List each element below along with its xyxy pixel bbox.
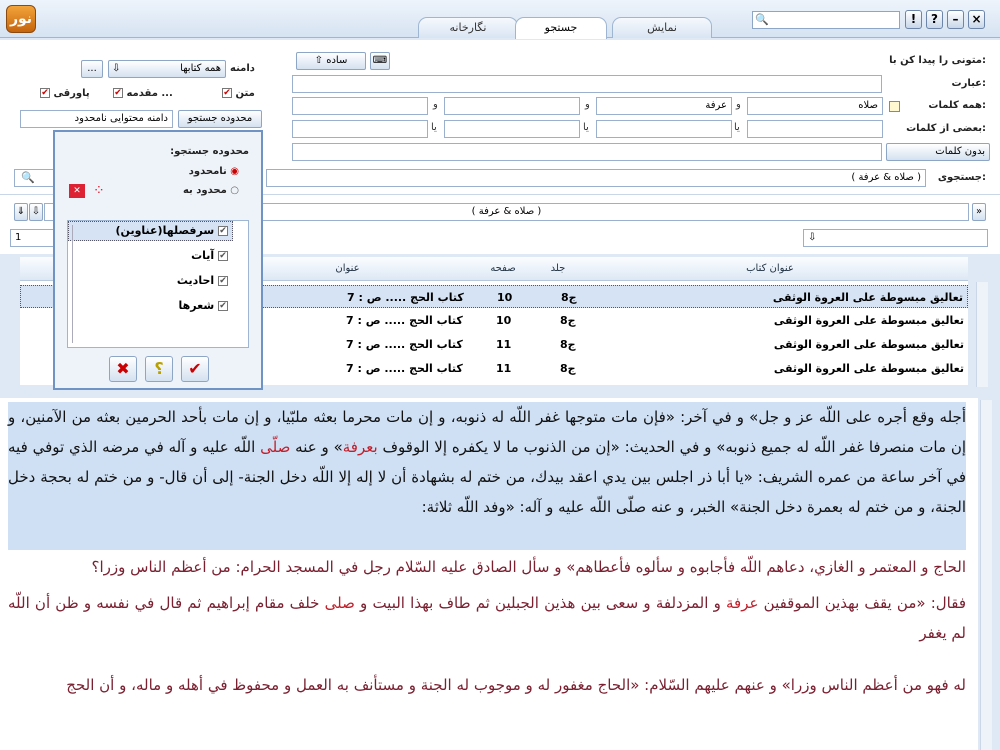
exclude-input[interactable] xyxy=(292,143,882,161)
row-page: 10 xyxy=(496,314,512,327)
cancel-button[interactable]: ✖ xyxy=(109,356,137,382)
find-label: متونی را پيدا کن با: xyxy=(889,55,986,66)
keyboard-icon[interactable]: ⌨ xyxy=(370,52,390,70)
row-volume: ج8 xyxy=(560,362,576,375)
nav-next-icon[interactable]: » xyxy=(972,203,986,221)
all-words-input-2[interactable]: عرفة xyxy=(596,97,732,115)
all-words-label: همه کلمات: xyxy=(928,100,986,111)
text-viewer xyxy=(0,398,978,750)
page-number-input[interactable]: 1 xyxy=(10,229,54,247)
connector-and-3: و xyxy=(433,99,438,110)
paragraph: له فهو من أعظم الناس وزرا» و عنهم عليهم السّلام: «الحاج مغفور له و موجوب له الجنة و مستأنف به العمل و محفوظ في أهله و ماله، و أن الحج xyxy=(66,676,966,694)
search-scope-button[interactable]: محدوده جستجو xyxy=(178,110,262,128)
list-item[interactable]: ✔ آيات xyxy=(191,249,227,262)
row-title: تعاليق مبسوطة على العروة الوثقى xyxy=(773,338,964,351)
option-text[interactable]: ✔ متن xyxy=(223,88,255,99)
domain-more-button[interactable]: ... xyxy=(81,60,103,78)
all-words-input-4[interactable] xyxy=(292,97,428,115)
app-logo: نور xyxy=(6,5,36,33)
some-words-input-1[interactable] xyxy=(747,120,883,138)
list-item[interactable]: ✔ شعرها xyxy=(178,299,227,312)
deselect-all-icon[interactable]: ✕ xyxy=(69,184,85,198)
some-words-input-4[interactable] xyxy=(292,120,428,138)
close-button[interactable]: × xyxy=(968,10,985,29)
quick-search-input[interactable] xyxy=(752,11,900,29)
connector-and-1: و xyxy=(736,99,741,110)
keyword-highlight: بعرفة xyxy=(342,438,378,456)
option-intro[interactable]: ✔ مقدمه ... xyxy=(114,88,173,99)
mode-dropdown[interactable]: ⇧ ساده xyxy=(296,52,366,70)
header-page[interactable]: صفحه xyxy=(490,263,516,274)
checkbox-icon: ✔ xyxy=(219,301,227,311)
radio-limited[interactable]: ○ محدود به xyxy=(182,185,239,196)
header-volume[interactable]: جلد xyxy=(550,263,566,274)
row-page: 11 xyxy=(496,362,512,375)
info-button[interactable]: ! xyxy=(905,10,922,29)
row-volume: ج8 xyxy=(561,291,577,304)
row-title: تعاليق مبسوطة على العروة الوثقى xyxy=(773,362,964,375)
domain-label: دامنه xyxy=(230,63,255,74)
nav-first-icon[interactable]: ⇓ xyxy=(14,203,28,221)
row-section: كتاب الحج ..... ص : 7 xyxy=(346,338,463,351)
radio-selected-icon: ◉ xyxy=(230,166,239,177)
phrase-input[interactable] xyxy=(292,75,882,93)
all-words-input-3[interactable] xyxy=(444,97,580,115)
row-title: تعاليق مبسوطة على العروة الوثقى xyxy=(772,291,963,304)
scope-item-list xyxy=(67,220,249,348)
row-section: كتاب الحج ..... ص : 7 xyxy=(346,314,463,327)
connector-or-3: يا xyxy=(431,122,437,133)
checkbox-icon: ✔ xyxy=(223,88,231,98)
checkbox-icon: ✔ xyxy=(219,226,227,236)
row-section: كتاب الحج ..... ص : 7 xyxy=(346,362,463,375)
minimize-button[interactable]: – xyxy=(947,10,964,29)
row-page: 11 xyxy=(496,338,512,351)
domain-dropdown[interactable]: همه کتابها ⇩ xyxy=(108,60,226,78)
checkbox-icon: ✔ xyxy=(41,88,49,98)
some-words-label: بعضی از کلمات: xyxy=(906,123,986,134)
checkbox-icon: ✔ xyxy=(114,88,122,98)
search-icon: 🔍 xyxy=(755,13,769,26)
list-scrollbar[interactable] xyxy=(72,225,82,343)
row-section: كتاب الحج ..... ص : 7 xyxy=(347,291,464,304)
help-icon[interactable]: ؟ xyxy=(145,356,173,382)
keyword-highlight: صلى xyxy=(324,594,355,612)
search-label: جستجوی: xyxy=(937,172,986,183)
chevron-down-icon: ⇩ xyxy=(112,63,121,74)
radio-unlimited[interactable]: ◉ نامحدود xyxy=(188,166,239,177)
select-all-icon[interactable]: ⁘ xyxy=(93,183,105,199)
keyword-highlight: صلّى xyxy=(260,438,291,456)
row-volume: ج8 xyxy=(560,314,576,327)
connector-or-1: يا xyxy=(734,122,740,133)
row-title: تعاليق مبسوطة على العروة الوثقى xyxy=(773,314,964,327)
tab-display[interactable]: نمايش xyxy=(612,17,712,38)
tab-gallery[interactable]: نگارخانه xyxy=(418,17,518,38)
header-section[interactable]: عنوان xyxy=(335,263,360,274)
all-words-checkbox[interactable] xyxy=(889,101,900,112)
chevron-up-icon: ⇧ xyxy=(314,55,327,66)
chevron-down-icon: ⇩ xyxy=(808,232,817,243)
checkbox-icon: ✔ xyxy=(219,276,227,286)
connector-and-2: و xyxy=(585,99,590,110)
paragraph: فقال: «من يقف بهذين الموقفين عرفة و المزدلفة و سعى بين هذين الجبلين ثم طاف بهذا البيت و صلى خلف مقام إبراهيم ثم قال في نفسه و ظن أن اللّه لم يغفر xyxy=(8,594,966,642)
paragraph: الحاج و المعتمر و الغازي، دعاهم اللّه فأجابوه و سألوه فأعطاهم» و سأل الصادق عليه السّلام رجل في المسجد الحرام: من أعظم الناس وزرا؟ xyxy=(91,558,966,576)
paragraph-highlighted: أجله وقع أجره على اللّه عز و جل» و في آخر: «فإن مات متوجها غفر اللّه له ذنوبه، و إن مات محرما بعثه ملبّيا، و إن مات بأحد الحرمين بعثه من الآمنين، و إن مات منصرفا غفر اللّه له جميع ذنوبه» و في الحديث: «إن من الذنوب ما لا يكفره إلا الوقوف بعرفة» و عنه صلّى اللّه عليه و آله في مرضه الذي توفي فيه في آخر ساعة من عمره الشريف: «يا أبا ذر اجلس بين يدي اعقد بيدك، من ختم له بشهادة أن لا إله إلا اللّه دخل الجنة- إلى أن قال- و من ختم له بحجة دخل الجنة، و من ختم له بعمرة دخل الجنة» الخبر، و عنه صلّى اللّه عليه و آله: «وفد اللّه ثلاثة: xyxy=(8,402,966,550)
list-item[interactable]: ✔ احاديث xyxy=(176,274,227,287)
option-footnote[interactable]: ✔ پاورقی xyxy=(41,88,90,99)
filter-input[interactable] xyxy=(803,229,988,247)
row-volume: ج8 xyxy=(560,338,576,351)
phrase-label: عبارت: xyxy=(951,78,986,89)
ok-button[interactable]: ✔ xyxy=(181,356,209,382)
scope-value-field: دامنه محتوایی نامحدود xyxy=(20,110,173,128)
some-words-input-2[interactable] xyxy=(596,120,732,138)
grid-scrollbar[interactable] xyxy=(976,282,988,387)
tab-search[interactable]: جستجو xyxy=(515,17,607,39)
header-book-title[interactable]: عنوان كتاب xyxy=(746,263,794,274)
list-item[interactable]: ✔ سرفصلها(عناوین) xyxy=(115,224,227,237)
search-scope-popup xyxy=(53,130,263,390)
help-button[interactable]: ? xyxy=(926,10,943,29)
search-expression[interactable]: ( صلاه & عرفة ) xyxy=(266,169,926,187)
nav-prev-icon[interactable]: ⇩ xyxy=(29,203,43,221)
result-expression: ( صلاه & عرفة ) xyxy=(44,203,969,221)
search-go-icon[interactable]: 🔍 xyxy=(14,169,54,187)
popup-title: محدوده جستجو: xyxy=(170,146,249,157)
exclude-dropdown[interactable]: بدون کلمات xyxy=(886,143,990,161)
row-page: 10 xyxy=(497,291,513,304)
checkbox-icon: ✔ xyxy=(219,251,227,261)
text-scrollbar[interactable] xyxy=(980,400,992,750)
radio-empty-icon: ○ xyxy=(230,185,239,196)
all-words-input-1[interactable]: صلاه xyxy=(747,97,883,115)
connector-or-2: يا xyxy=(583,122,589,133)
some-words-input-3[interactable] xyxy=(444,120,580,138)
keyword-highlight: عرفة xyxy=(726,594,759,612)
